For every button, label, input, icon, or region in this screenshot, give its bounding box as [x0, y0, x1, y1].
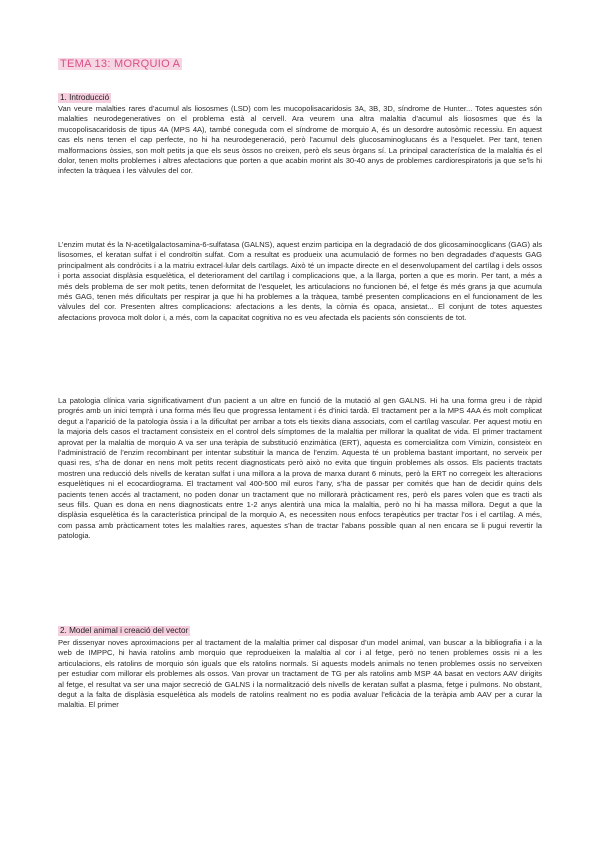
paragraph: L’enzim mutat és la N-acetilgalactosamina-6-sulfatasa (GALNS), aquest enzim participa en la degradació de dos glicosaminocglicans (GAG) als lisosomes, el keratan sulfat i el condroïtin sulfat. Com a resultat es produeix una acumulació de formes no ben degradades d’aquests GAG principalment als condròcits i a la matriu extracel·lular dels cartílags. Això té un impacte directe en el desenvolupament del cartílag i dels ossos i porta associat displàsia esquelètica, el deteriorament del cartílag i complicacions que, a la llarga, porten a que es morin. Per tant, a més a més dels problema de ser molt petits, tenen deformitat de l’esquelet, les articulacions no funcionen bé, el fetge és més grans ja que acumula més GAG, tenen més dificultats per respirar ja que hi ha problemes a la tràquea, també presenten complicacions en el funcionament de les vàlvules del cor. Presenten altres complicacions: afectacions a les dents, la còrnia és opaca, ansietat... El conjunt de totes aquestes afectacions provoca molt dolor i, a més, com la capacitat cognitiva no es veu afectada els pacients són conscients de tot.: [58, 240, 542, 322]
paragraph: Van veure malalties rares d’acumul als liososmes (LSD) com les mucopolisacaridosis 3A, 3B, 3D, síndrome de Hunter... Totes aquestes són malalties neurodegeneratives on el problema està al cervell. Ara veurem una altra malaltia d’acumul als liososmes que és la mucopolisacaridosis de tipus 4A (MPS 4A), també coneguda com el síndrome de morquio A, és un desordre autosòmic recessiu. En aquest cas els nens tenen el cap perfecte, no hi ha neurodegeneració, però l’acumul dels glucosaminoglucans és a l’esquelet. Per tant, tenen malformacions òssies, son molt petits ja que els seus òssos no creixen, però els seus òrgans sí. La principal característica de la malaltia és el dolor, tenen molts problemes i altres afectacions que porten a que acabin morint als 30-40 anys de problemes cardiorespiratoris ja que se’ls hi infecten la tràquea i les vàlvules del cor.: [58, 104, 542, 176]
page-title: TEMA 13: MORQUIO A: [60, 58, 181, 70]
section-heading-model-animal: 2. Model animal i creació del vector: [60, 626, 189, 635]
paragraph: La patologia clínica varia significativament d’un pacient a un altre en funció de la mutació al gen GALNS. Hi ha una forma greu i de ràpid progrés amb un inici temprà i una forma més lleu que progressa lentament i és d’inici tardà. El tractament per a la MPS 4AA és molt complicat degut a l’aparició de la patologia òssia i a la dificultat per arribar a tots els tiexits diana associats, com el cartílag vascular. Per aquest motiu en la majoria dels casos el tractament consisteix en el control dels símptomes de la malaltia per millorar la qualitat de vida. El primer tractament aprovat per la malaltia de morquio A va ser una teràpia de substitució enzimàtica (ERT), aquesta es comercialitza com Vimizin, consisteix en l’administració de l’enzim recombinant per intentar substituir la manca de l’enzim. Aquesta té un problema bastant important, no serveix per quasi res, s’ha de donar en nens molt petits recent diagnosticats però això no evita que tinguin problemes als ossos. Els pacients tractats mostren una reducció dels nivells de keratan sulfat i una millora a la prova de marxa durant 6 minuts, però la ERT no corregeix les alteracions esquelètiques ni el ecocardiograma. El tractament val 400-500 mil euros l’any, s’ha de passar per comités que han de decidir quins dels pacients tenen accés al tractament, no poden donar un tractament que no millorarà pràcticament res, però els pares volen que es tracti als seus fills. Quan es dona en nens diagnosticats entre 1-2 anys alentirà una mica la malaltia, però no hi ha massa millora. Degut a que la displàsia esquelètica és la característica principal de la morquio A, es necessiten nous enfocs terapèutics per tractar l’os i el cartílag. A més, com passa amb pràcticament totes les malalties rares, aquestes s’han de tractar l’abans possible quan al nen encara se li pugui revertir la patologia.: [58, 396, 542, 541]
paragraph: Per dissenyar noves aproximacions per al tractament de la malaltia primer cal disposar d’un model animal, van buscar a la bibliografia i a la web de IMPPC, hi havia ratolins amb morquio que reprodueixen la malaltia al cor i al fetge, però no tenen problemes ossis ni a les articulacions, els ratolins de morquio són iguals que els ratolins normals. Si aquests models animals no tenen problemes ossis no serveixen per estudiar com millorar els problemes als ossos. Van provar un tractament de TG per als ratolins amb MSP 4A basat en vectors AAV dirigits al fetge, el resultat va ser una major secreció de GALNS i la normalització dels nivells de keratan sulfat a plasma, fetge i pulmons. No obstant, degut a la falta de displàsia esquelètica als models de ratolins realment no es podia avaluar l’eficàcia de la teràpia amb AAV per a curar la malaltia. El primer: [58, 638, 542, 710]
section-heading-introduccio: 1. Introducció: [60, 93, 110, 102]
